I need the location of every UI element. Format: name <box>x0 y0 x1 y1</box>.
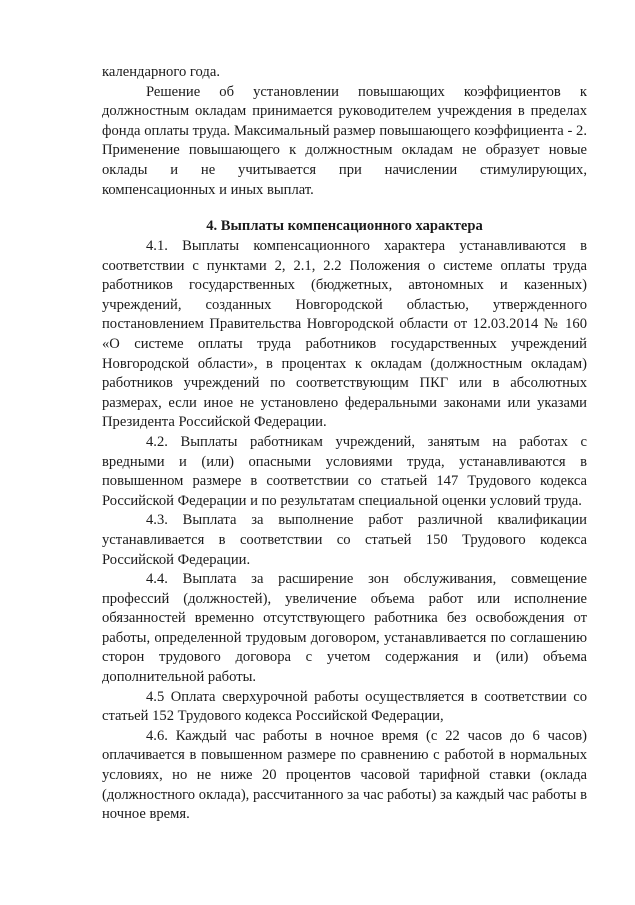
paragraph-4-4: 4.4. Выплата за расширение зон обслуживания, совмещение профессий (должностей), увеличение объема работ или исполнение обязанностей временно отсутствующего работника без освобождения от работы, определенной трудовым договором, устанавливается по соглашению сторон трудового договора с учетом содержания и (или) объема дополнительной работы. <box>102 571 587 686</box>
paragraph-4-2: 4.2. Выплаты работникам учреждений, занятым на работах с вредными и (или) опасными условиями труда, устанавливаются в повышенном размере в соответствии со статьей 147 Трудового кодекса Российской Федерации и по результатам специальной оценки условий труда. <box>102 433 587 509</box>
paragraph-4-1: 4.1. Выплаты компенсационного характера устанавливаются в соответствии с пунктами 2, 2.1, 2.2 Положения о системе оплаты труда работников государственных (бюджетных, автономных и казенных) учреждений, созданных Новгородской областью, утвержденного постановлением Правительства Новгородской области от 12.03.2014 № 160 «О системе оплаты труда работников государственных учреждений Новгородской области», в процентах к окладам (должностным окладам) работников учреждений по соответствующим ПКГ или в абсолютных размерах, если иное не установлено федеральными законами или указами Президента Российской Федерации. <box>102 238 587 431</box>
section-title: 4. Выплаты компенсационного характера <box>206 218 483 234</box>
section-body <box>102 237 587 825</box>
paragraph-4-5: 4.5 Оплата сверхурочной работы осуществляется в соответствии со статьей 152 Трудового кодекса Российской Федерации, <box>102 688 587 725</box>
paragraph-4-3: 4.3. Выплата за выполнение работ различной квалификации устанавливается в соответствии со статьей 150 Трудового кодекса Российской Федерации. <box>102 512 587 568</box>
paragraph-4-6: 4.6. Каждый час работы в ночное время (с 22 часов до 6 часов) оплачивается в повышенном размере по сравнению с работой в нормальных условиях, но не ниже 20 процентов часовой тарифной ставки (оклада (должностного оклада), рассчитанного за час работы) за каждый час работы в ночное время. <box>102 727 587 823</box>
top-text-block <box>102 63 587 200</box>
paragraph-coefficients: Решение об установлении повышающих коэффициентов к должностным окладам принимается руководителем учреждения в пределах фонда оплаты труда. Максимальный размер повышающего коэффициента - 2. Применение повышающего к должностным окладам не образует новые оклады и не учитывается при начислении стимулирующих, компенсационных и иных выплат. <box>102 83 587 198</box>
top-fragment: календарного года. <box>102 64 220 80</box>
